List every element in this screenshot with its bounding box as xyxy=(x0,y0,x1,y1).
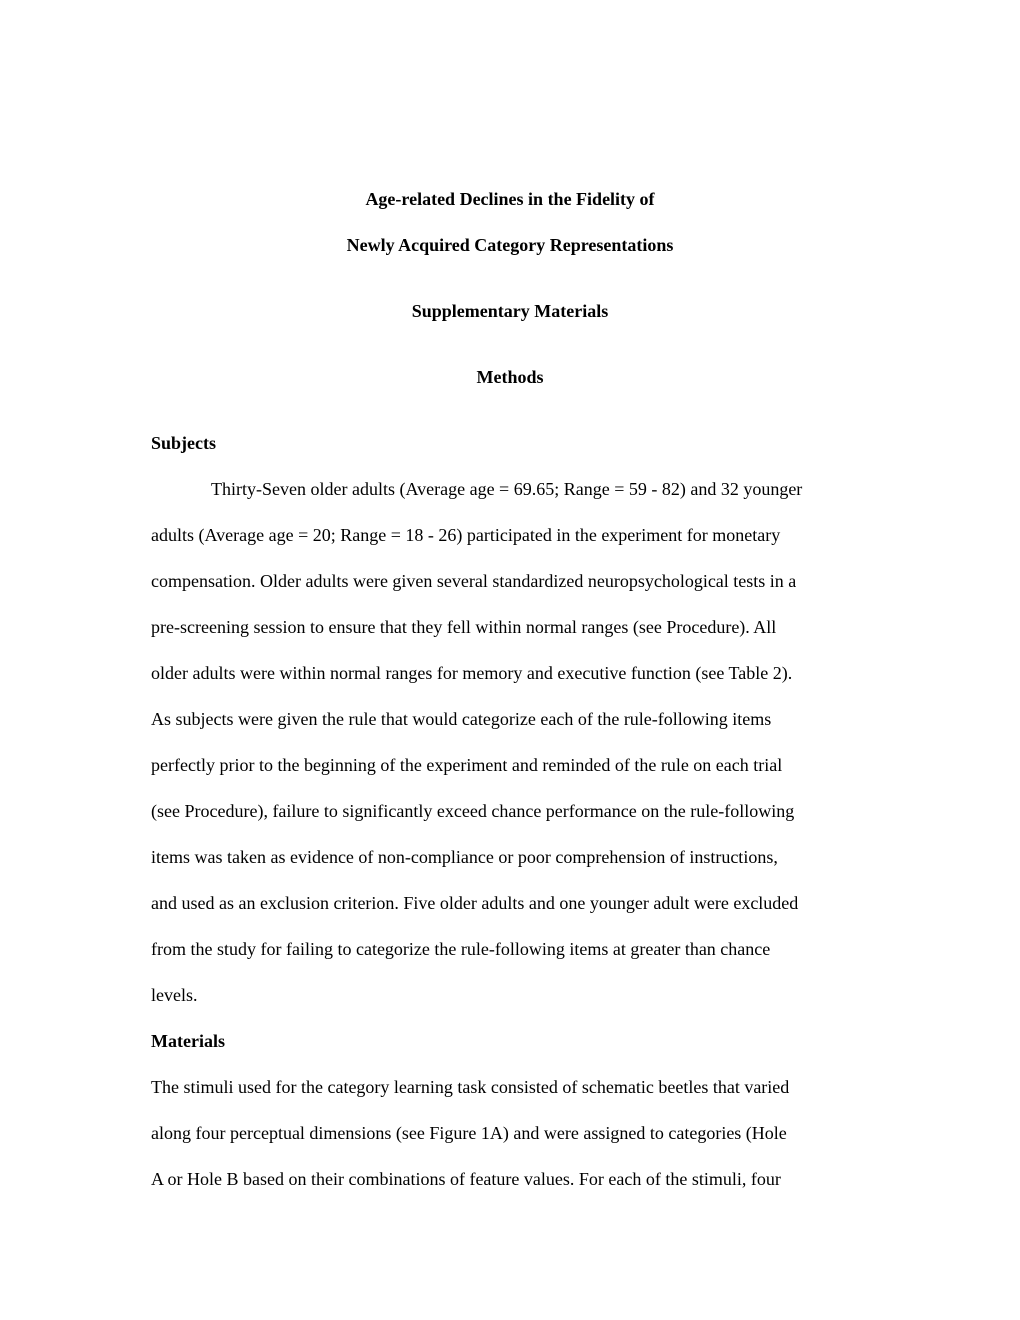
materials-paragraph-line: A or Hole B based on their combinations of feature values. For each of the stimuli, four xyxy=(151,1169,781,1189)
title-line-1: Age-related Declines in the Fidelity of xyxy=(365,189,655,209)
subjects-paragraph-line: adults (Average age = 20; Range = 18 - 26) participated in the experiment for monetary xyxy=(151,525,781,545)
subjects-paragraph-line: and used as an exclusion criterion. Five older adults and one younger adult were excluded xyxy=(151,893,799,913)
supplementary-heading: Supplementary Materials xyxy=(411,301,609,321)
subjects-paragraph-line: Thirty-Seven older adults (Average age = 69.65; Range = 59 - 82) and 32 younger xyxy=(211,479,803,499)
subjects-paragraph-line: As subjects were given the rule that would categorize each of the rule-following items xyxy=(151,709,772,729)
title-line-2: Newly Acquired Category Representations xyxy=(346,235,674,255)
materials-paragraph-line: The stimuli used for the category learning task consisted of schematic beetles that varied xyxy=(151,1077,790,1097)
subjects-paragraph-line: perfectly prior to the beginning of the experiment and reminded of the rule on each trial xyxy=(151,755,783,775)
methods-heading: Methods xyxy=(476,367,544,387)
subjects-paragraph-line: levels. xyxy=(151,985,198,1005)
subjects-paragraph-line: older adults were within normal ranges for memory and executive function (see Table 2). xyxy=(151,663,793,683)
materials-paragraph-line: along four perceptual dimensions (see Figure 1A) and were assigned to categories (Hole xyxy=(151,1123,787,1143)
subjects-paragraph-line: from the study for failing to categorize the rule-following items at greater than chance xyxy=(151,939,771,959)
subjects-heading: Subjects xyxy=(151,433,217,453)
subjects-paragraph-line: pre-screening session to ensure that they fell within normal ranges (see Procedure). All xyxy=(151,617,777,637)
subjects-paragraph-line: (see Procedure), failure to significantly exceed chance performance on the rule-following xyxy=(151,801,795,821)
subjects-paragraph-line: compensation. Older adults were given several standardized neuropsychological tests in a xyxy=(151,571,797,591)
subjects-paragraph-line: items was taken as evidence of non-compliance or poor comprehension of instructions, xyxy=(151,847,778,867)
materials-heading: Materials xyxy=(151,1031,225,1051)
